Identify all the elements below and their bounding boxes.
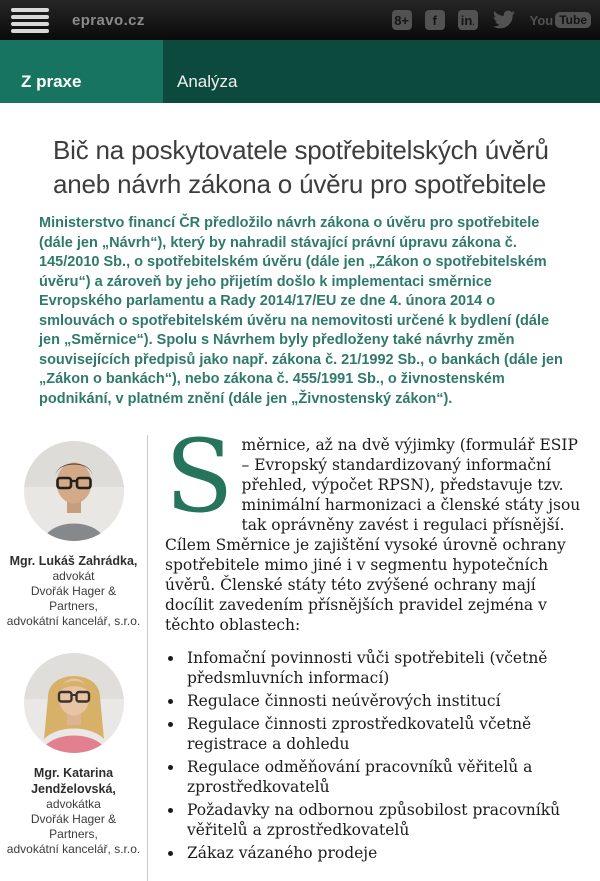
site-logo[interactable]: epravo.cz — [72, 11, 145, 29]
article-columns — [0, 418, 600, 881]
author-firm: Dvořák Hager & Partners, — [30, 584, 117, 613]
author-photo-male — [24, 441, 124, 541]
facebook-icon[interactable]: f — [425, 10, 445, 30]
author-role: advokát — [52, 569, 95, 583]
app-header — [0, 0, 600, 40]
author-card — [0, 441, 147, 629]
list-item: • Regulace činnosti zprostředkovatelů včetně registrace a dohledu — [184, 714, 586, 754]
article-lead: Ministerstvo financí ČR předložilo návrh zákona o úvěru pro spotřebitele (dále jen „Návrh“), který by nahradil stávající právní úpravu zákona č. 145/2010 Sb., o spotřebitelském úvěru (dále jen „Zákon o spotřebitelském úvěru“) a zároveň by jeho přijetím došlo k implementaci směrnice Evropského parlamentu a Rady 2014/17/EU ze dne 4. února 2014 o smlouvách o spotřebitelském úvěru na nemovitosti určené k bydlení (dále jen „Směrnice“). Spolu s Návrhem byly předloženy také návrhy změn souvisejících předpisů jako např. zákona č. 21/1992 Sb., o bankách (dále jen „Zákon o bankách“), nebo zákona č. 455/1991 Sb., o živnostenském podnikání, v platném znění (dále jen „Živnostenský zákon“). — [39, 215, 563, 407]
list-item: • Zákaz vázaného prodeje — [184, 843, 586, 863]
article-page — [0, 103, 600, 881]
bullet-list — [169, 648, 586, 863]
author-photo-female — [24, 653, 124, 753]
article-title: Bič na poskytovatele spotřebitelských úvěrů aneb návrh zákona o úvěru pro spotřebitele — [53, 135, 549, 199]
google-plus-icon[interactable]: 8+ — [392, 10, 412, 30]
list-item: • Infomační povinnosti vůči spotřebiteli (včetně předsmluvních informací) — [184, 648, 586, 688]
tab-z-praxe[interactable]: Z praxe — [0, 40, 163, 103]
author-role: advokátka — [46, 797, 101, 811]
author-firm: Dvořák Hager & Partners, — [30, 812, 117, 841]
author-card — [0, 653, 147, 857]
twitter-icon[interactable] — [491, 10, 517, 30]
article-body — [148, 418, 600, 881]
tab-analyza[interactable]: Analýza — [177, 72, 238, 91]
list-item: • Požadavky na odbornou způsobilost pracovníků věřitelů a zprostředkovatelů — [184, 800, 586, 840]
author-name: Mgr. Lukáš Zahrádka, — [9, 554, 138, 568]
list-item: • Regulace odměňování pracovníků věřitelů a zprostředkovatelů — [184, 757, 586, 797]
youtube-icon[interactable]: You Tube — [530, 12, 591, 28]
author-firm-2: advokátní kancelář, s.r.o. — [6, 842, 141, 856]
hamburger-menu-icon[interactable] — [11, 5, 49, 36]
social-links — [392, 10, 591, 30]
drop-cap: S — [165, 418, 234, 535]
linkedin-icon[interactable]: in . — [458, 10, 478, 30]
authors-sidebar — [0, 435, 148, 881]
body-paragraph: Směrnice, až na dvě výjimky (formulář ESIP – Evropský standardizovaný informační přehled, výpočet RPSN), představuje tzv. minimální harmonizaci a členské státy jsou tak oprávněny zavést i regulaci přísnější. Cílem Směrnice je zajištění vysoké úrovně ochrany spotřebitele mimo jiné i v segmentu hypotečních úvěrů. Členské státy této zvýšené ochrany mají docílit zavedením přísnějších pravidel zejména v těchto oblastech: — [165, 418, 581, 634]
section-nav — [0, 40, 600, 103]
author-firm-2: advokátní kancelář, s.r.o. — [6, 614, 141, 628]
list-item: • Regulace činnosti neúvěrových institucí — [184, 691, 586, 711]
author-name: Mgr. Katarina Jendželovská, — [31, 766, 116, 796]
